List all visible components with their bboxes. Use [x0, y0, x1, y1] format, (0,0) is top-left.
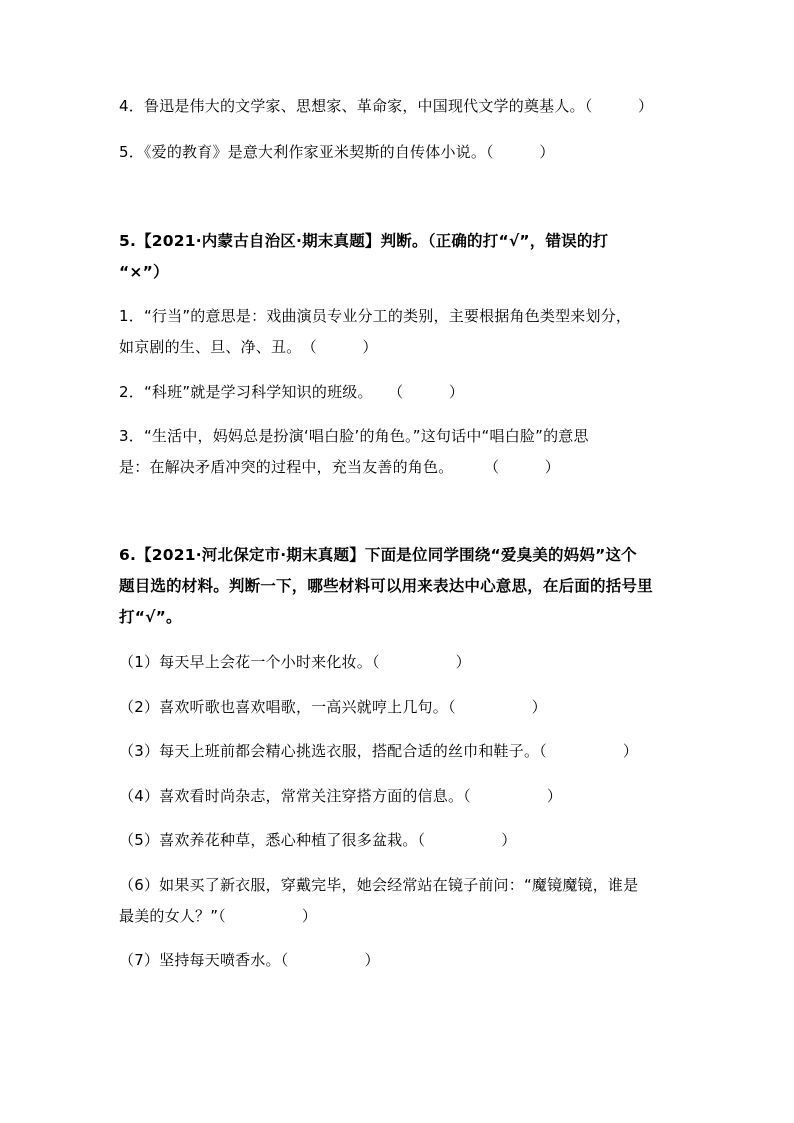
q6-item-6: （6）如果买了新衣服，穿戴完毕，她会经常站在镜子前问：“魔镜魔镜，谁是 [119, 876, 639, 894]
q6-item-2: （2）喜欢听歌也喜欢唱歌，一高兴就哼上几句。（ ） [119, 698, 547, 716]
q5-item-1: 1．“行当”的意思是：戏曲演员专业分工的类别，主要根据角色类型来划分， [119, 307, 632, 325]
question-5-heading: 5.【2021·内蒙古自治区·期末真题】判断。（正确的打“√”，错误的打 [119, 232, 609, 250]
q5-item-3-cont: 是：在解决矛盾冲突的过程中，充当友善的角色。 （ ） [119, 458, 561, 476]
q6-item-6-cont: 最美的女人？”（ ） [119, 907, 318, 925]
q6-item-7: （7）坚持每天喷香水。（ ） [119, 951, 380, 969]
statement-4: 4．鲁迅是伟大的文学家、思想家、革命家，中国现代文学的奠基人。（ ） [119, 97, 654, 115]
q5-item-2: 2．“科班”就是学习科学知识的班级。 （ ） [119, 383, 465, 401]
question-6-heading-cont: 题目选的材料。判断一下，哪些材料可以用来表达中心意思，在后面的括号里 [119, 577, 653, 595]
q6-item-1: （1）每天早上会花一个小时来化妆。（ ） [119, 653, 471, 671]
q5-item-1-cont: 如京剧的生、旦、净、丑。 （ ） [119, 338, 378, 356]
question-5-heading-cont: “×”） [119, 263, 169, 281]
question-6-heading: 6.【2021·河北保定市·期末真题】下面是位同学围绕“爱臭美的妈妈”这个 [119, 546, 637, 564]
q6-item-3: （3）每天上班前都会精心挑选衣服，搭配合适的丝巾和鞋子。（ ） [119, 742, 639, 760]
q6-item-4: （4）喜欢看时尚杂志，常常关注穿搭方面的信息。（ ） [119, 787, 563, 805]
q6-item-5: （5）喜欢养花种草，悉心种植了很多盆栽。（ ） [119, 831, 517, 849]
question-6-heading-cont2: 打“√”。 [119, 608, 182, 626]
q5-item-3: 3．“生活中，妈妈总是扮演‘唱白脸’的角色。”这句话中“唱白脸”的意思 [119, 427, 589, 445]
statement-5: 5．《爱的教育》是意大利作家亚米契斯的自传体小说。（ ） [119, 143, 555, 161]
